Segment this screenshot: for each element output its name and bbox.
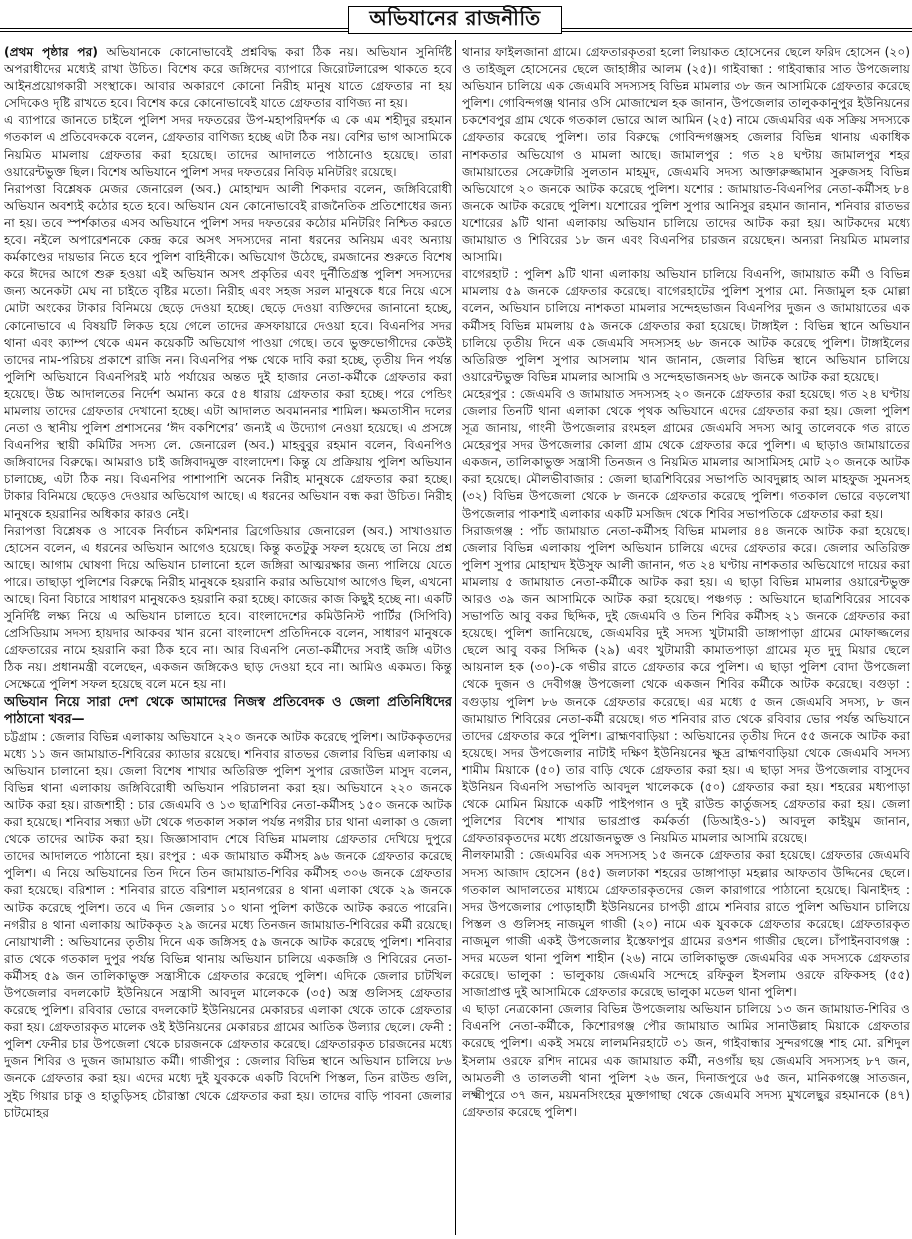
- right-column: [462, 44, 910, 1234]
- article-paragraph: নিরাপত্তা বিশ্লেষক মেজর জেনারেল (অব.) মোহাম্মদ আলী শিকদার বলেন, জঙ্গিবিরোধী অভিযান অবশ্যই কঠোর হতে হবে। অভিযান যেন কোনোভাবেই রাজনৈতিক প্রতিশোধের জন্য না হয়। তবে স্পর্শকাতর এসব অভিযানে পুলিশ সদর দফতরের কঠোর মনিটরিং নিশ্চিত করতে হবে। নইলে অপারেশনকে কেন্দ্র করে অসৎ সদস্যদের নানা ধরনের অনিয়ম এবং অন্যায় কর্মকাণ্ডের দায়ভার নিতে হবে পুলিশ বাহিনীকে। অভিযোগ উঠেছে, রমজানের শুরুতে বিশেষ করে ঈদের আগে শুরু হওয়া এই অভিযান অসৎ প্রকৃতির এবং দুর্নীতিগ্রস্ত পুলিশ সদস্যদের জন্য অনেকটা মেঘ না চাইতে বৃষ্টির মতো। নিরীহ এবং সহজ সরল মানুষকে ধরে নিয়ে এসে মোটা অংকের টাকার বিনিময়ে ছেড়ে দেওয়া হচ্ছে। ছেড়ে দেওয়া ব্যক্তিদের জানানো হচ্ছে, কোনোভাবে এ বিষয়টি লিকড হয়ে গেলে তাদের ক্রসফায়ারে দেওয়া হবে। বিএনপির সদর থানা এবং ক্যাম্প থেকে এমন কয়েকটি অভিযোগ পাওয়া গেছে। তবে ভুক্তভোগীদের কেউই তাদের নাম-পরিচয় প্রকাশে রাজি নন। বিএনপির পক্ষ থেকে দাবি করা হচ্ছে, তৃতীয় দিন পর্যন্ত পুলিশি অভিযানে বিএনপিরই মাঠ পর্যায়ের অন্তত দুই হাজার নেতা-কর্মীকে গ্রেফতার করা হয়েছে। উচ্চ আদালতের নির্দেশ অমান্য করে ৫৪ ধারায় গ্রেফতার করা হচ্ছে। পরে পেন্ডিং মামলায় তাদের গ্রেফতার দেখানো হচ্ছে। এটা আদালত অবমাননার শামিল। ক্ষমতাসীন দলের নেতা ও স্থানীয় পুলিশ প্রশাসনের ‘ঈদ বকশিশের’ জন্যই এ উদ্যোগ নেওয়া হয়েছে। এ প্রসঙ্গে বিএনপির স্থায়ী কমিটির সদস্য লে. জেনারেল (অব.) মাহবুবুর রহমান বলেন, বিএনপিও জঙ্গিবাদের বিরুদ্ধে। আমরাও চাই জঙ্গিবাদমুক্ত বাংলাদেশ। কিন্তু যে প্রক্রিয়ায় পুলিশ অভিযান চালাচ্ছে, এটা ঠিক নয়। বিএনপির পাশাপাশি অনেক নিরীহ মানুষকে গ্রেফতার করা হচ্ছে। টাকার বিনিময়ে ছেড়েও দেওয়ার অভিযোগ আছে। এ ধরনের অভিযান বন্ধ করা উচিত। নিরীহ মানুষকে হয়রানির অধিকার কারও নেই।: [4, 181, 452, 521]
- district-reports-subhead: অভিযান নিয়ে সারা দেশ থেকে আমাদের নিজস্ব প্রতিবেদক ও জেলা প্রতিনিধিদের পাঠানো খবর—: [4, 694, 452, 728]
- article-paragraph: এ ছাড়া নেত্রকোনা জেলার বিভিন্ন উপজেলায় অভিযান চালিয়ে ১৩ জন জামায়াত-শিবির ও বিএনপি নেতা-কর্মীকে, কিশোরগঞ্জ পৌর জামায়াত আমির সানাউল্লাহ মিয়াকে গ্রেফতার করেছে পুলিশ। একই সময়ে লালমনিরহাটে ৩১ জন, গাইবান্ধার সুন্দরগঞ্জে শাহ মো. রশিদুল ইসলাম ওরফে রশিদ নামের এক জামায়াত কর্মী, নওগাঁয় ছয় জেএমবি সদস্যসহ ৮৭ জন, আমতলী ও তালতলী থানা পুলিশ ২৬ জন, দিনাজপুরে ৬৫ জন, মানিকগঞ্জে সাতজন, লক্ষ্মীপুরে ৩৭ জন, ময়মনসিংহের মুক্তাগাছা থেকে জেএমবি সদস্য মুখলেছুর রহমানকে (৪৭) গ্রেফতার করেছে পুলিশ।: [462, 1002, 910, 1119]
- section-title: অভিযানের রাজনীতি: [369, 5, 541, 30]
- section-title-box: [348, 6, 562, 34]
- article-paragraph: চট্টগ্রাম : জেলার বিভিন্ন এলাকায় অভিযানে ২২০ জনকে আটক করেছে পুলিশ। আটককৃতদের মধ্যে ১১ জন জামায়াত-শিবিরের ক্যাডার রয়েছে। শনিবার রাতভর জেলার বিভিন্ন এলাকায় এ অভিযান চালানো হয়। জেলা বিশেষ শাখার অতিরিক্ত পুলিশ সুপার রেজাউল মাসুদ বলেন, বিভিন্ন থানা এলাকায় জঙ্গিবিরোধী অভিযান পরিচালনা করা হয়। অভিযানে ২২০ জনকে আটক করা হয়। রাজশাহী : চার জেএমবি ও ১৩ ছাত্রশিবির নেতা-কর্মীসহ ১৫০ জনকে আটক করা হয়েছে। শনিবার সন্ধ্যা ৬টা থেকে গতকাল সকাল পর্যন্ত নগরীর চার থানা এলাকা ও জেলা থেকে তাদের আটক করা হয়। জিজ্ঞাসাবাদ শেষে বিভিন্ন মামলায় গ্রেফতার দেখিয়ে দুপুরে তাদের আদালতে পাঠানো হয়। রংপুর : এক জামায়াত কর্মীসহ ৯৬ জনকে গ্রেফতার করেছে পুলিশ। এ নিয়ে অভিযানের তিন দিনে তিন জামায়াত-শিবির কর্মীসহ ৩০৬ জনকে গ্রেফতার করা হয়েছে। বরিশাল : শনিবার রাতে বরিশাল মহানগরের ৪ থানা এলাকা থেকে ২৯ জনকে আটক করেছে পুলিশ। তবে এ দিন জেলার ১০ থানা পুলিশ কাউকে আটক করতে পারেনি। নগরীর ৪ থানা এলাকায় আটককৃত ২৯ জনের মধ্যে তিনজন জামায়াত-শিবিরের কর্মী রয়েছে। নোয়াখালী : অভিযানের তৃতীয় দিনে এক জঙ্গিসহ ৫৯ জনকে আটক করেছে পুলিশ। শনিবার রাত থেকে গতকাল দুপুর পর্যন্ত বিভিন্ন থানায় অভিযান চালিয়ে একজঙ্গি ও শিবিরের নেতা-কর্মীসহ ৫৯ জন তালিকাভুক্ত সন্ত্রাসীকে গ্রেফতার করেছে পুলিশ। এদিকে জেলার চাটখিল উপজেলার বদলকোট ইউনিয়নে সন্ত্রাসী আবদুল মালেককে (৩৫) অস্ত্র গুলিসহ গ্রেফতার করেছে পুলিশ। রবিবার ভোরে বদলকোট ইউনিয়নের মেকারচর এলাকা থেকে তাকে গ্রেফতার করা হয়। গ্রেফতারকৃত মালেক ওই ইউনিয়নের মেকারচর গ্রামের আতিক উল্যার ছেলে। ফেনী : পুলিশ ফেনীর চার উপজেলা থেকে চারজনকে গ্রেফতার করেছে। গ্রেফতারকৃত চারজনের মধ্যে দুজন শিবির ও দুজন জামায়াত কর্মী। গাজীপুর : জেলার বিভিন্ন স্থানে অভিযান চালিয়ে ৮৬ জনকে গ্রেফতার করা হয়। এদের মধ্যে দুই যুবককে একটি বিদেশি পিস্তল, তিন রাউন্ড গুলি, সুইচ গিয়ার চাকু ও হাতুড়িসহ চৌরাস্তা থেকে গ্রেফতার করা হয়। তাদের বাড়ি পাবনা জেলার চাটমোহর: [4, 729, 452, 1120]
- article-paragraph: নিরাপত্তা বিশ্লেষক ও সাবেক নির্বাচন কমিশনার ব্রিগেডিয়ার জেনারেল (অব.) সাখাওয়াত হোসেন বলেন, এ ধরনের অভিযান আগেও হয়েছে। কিন্তু কতটুকু সফল হয়েছে তা নিয়ে প্রশ্ন আছে। আগাম ঘোষণা দিয়ে অভিযান চালানো হলে জঙ্গিরা আত্মরক্ষার জন্য পালিয়ে যেতে পারে। তাছাড়া পুলিশের বিরুদ্ধে নিরীহ মানুষকে হয়রানি করার অভিযোগ আগেও ছিল, এখনো আছে। বিনা বিচারে সাধারণ মানুষকেও হয়রানি করা হচ্ছে। কাজের কাজ কিছুই হচ্ছে না। একটি সুনির্দিষ্ট লক্ষ্য নিয়ে এ অভিযান চালাতে হবে। বাংলাদেশের কমিউনিস্ট পার্টির (সিপিবি) প্রেসিডিয়াম সদস্য হায়দার আকবর খান রনো বাংলাদেশ প্রতিদিনকে বলেন, সাধারণ মানুষকে গ্রেফতারের নামে হয়রানি করা ঠিক হবে না। আর বিএনপি নেতা-কর্মীদের সবাই জঙ্গি এটাও ঠিক নয়। প্রধানমন্ত্রী বলেছেন, একজন জঙ্গিকেও ছাড় দেওয়া হবে না। আমিও একমত। কিন্তু সেক্ষেত্রে পুলিশ সফল হয়েছে বলে মনে হয় না।: [4, 523, 452, 692]
- continuation-label: (প্রথম পৃষ্ঠার পর): [4, 45, 98, 59]
- article-paragraph: নীলফামারী : জেএমবির এক সদস্যসহ ১৫ জনকে গ্রেফতার করা হয়েছে। গ্রেফতার জেএমবি সদস্য আজাদ হোসেন (৪৫) জলঢাকা শহরের ডাঙ্গাপাড়া মহল্লার আফতাব উদ্দিনের ছেলে। গতকাল আদালতের মাধ্যমে গ্রেফতারকৃতদের জেল কারাগারে পাঠানো হয়েছে। ঝিনাইদহ : সদর উপজেলার পোড়াহাটী ইউনিয়নের চাপড়ী গ্রামে শনিবার রাতে পুলিশ অভিযান চালিয়ে পিস্তল ও গুলিসহ নাজমুল গাজী (২০) নামে এক যুবককে গ্রেফতার করেছে। গ্রেফতারকৃত নাজমুল গাজী একই উপজেলার ইস্তেফাপুর গ্রামের রওশন গাজীর ছেলে। চাঁপাইনবাবগঞ্জ : সদর মডেল থানা পুলিশ শাহীন (২৬) নামে তালিকাভুক্ত জেএমবির এক সদস্যকে গ্রেফতার করেছে। ভালুকা : ভালুকায় জেএমবি সন্দেহে রফিকুল ইসলাম ওরফে রফিকসহ (৫৫) সাজাপ্রাপ্ত দুই আসামিকে গ্রেফতার করেছে ভালুকা মডেল থানা পুলিশ।: [462, 848, 910, 1000]
- left-column: [4, 44, 452, 1234]
- column-divider: [455, 40, 456, 1235]
- article-paragraph: বাগেরহাট : পুলিশ ৯টি থানা এলাকায় অভিযান চালিয়ে বিএনপি, জামায়াত কর্মী ও বিভিন্ন মামলায় ৫৯ জনকে গ্রেফতার করেছে। বাগেরহাটের পুলিশ সুপার মো. নিজামুল হক মোল্লা বলেন, অভিযান চালিয়ে নাশকতা মামলার সন্দেহভাজন বিএনপির দুজন ও জামায়াতের এক কর্মীসহ বিভিন্ন মামলায় ৫৯ জনকে গ্রেফতার করা হয়েছে। টাঙ্গাইল : বিভিন্ন স্থানে অভিযান চালিয়ে তৃতীয় দিনে এক জেএমবি সদস্যসহ ৬৮ জনকে আটক করেছে পুলিশ। টাঙ্গাইলের অতিরিক্ত পুলিশ সুপার আসলাম খান জানান, জেলার বিভিন্ন স্থানে অভিযান চালিয়ে ওয়ারেন্টভুক্ত বিভিন্ন মামলার আসামি ও সন্দেহভাজনসহ ৬৮ জনকে আটক করা হয়েছে।: [462, 267, 910, 384]
- article-paragraph: সিরাজগঞ্জ : পাঁচ জামায়াত নেতা-কর্মীসহ বিভিন্ন মামলার ৪৪ জনকে আটক করা হয়েছে। জেলার বিভিন্ন এলাকায় পুলিশ অভিযান চালিয়ে এদের গ্রেফতার করে। জেলার অতিরিক্ত পুলিশ সুপার মোহাম্মদ ইউসুফ আলী জানান, গত ২৪ ঘণ্টায় নাশকতার অভিযোগে দায়ের করা মামলায় ৫ জামায়াত নেতা-কর্মীকে আটক করা হয়। এ ছাড়া বিভিন্ন মামলার ওয়ারেন্টভুক্ত আরও ৩৯ জন আসামিকে আটক করা হয়েছে। পঞ্চগড় : অভিযানে ছাত্রশিবিরের সাবেক সভাপতি আবু বকর ছিদ্দিক, দুই জেএমবি ও তিন শিবির কর্মীসহ ২১ জনকে গ্রেফতার করা হয়েছে। পুলিশ জানিয়েছে, জেএমবির দুই সদস্য খুটামারী ডাঙ্গাপাড়া গ্রামের মোফাজ্জলের ছেলে আবু বকর সিদ্দিক (২৯) এবং খুটামারী কামাতপাড়া গ্রামের মৃত দুদু মিয়ার ছেলে আয়নাল হক (৩০)-কে গভীর রাতে গ্রেফতার করে পুলিশ। এ ছাড়া পুলিশ বোদা উপজেলা থেকে দুজন ও দেবীগঞ্জ উপজেলা থেকে একজন শিবির কর্মীকে আটক করেছে। বগুড়া : বগুড়ায় পুলিশ ৮৬ জনকে গ্রেফতার করেছে। এর মধ্যে ৫ জন জেএমবি সদস্য, ৮ জন জামায়াত শিবিরের নেতা-কর্মী রয়েছে। গত শনিবার রাত থেকে রবিবার ভোর পর্যন্ত অভিযানে তাদের গ্রেফতার করে পুলিশ। ব্রাহ্মণবাড়িয়া : অভিযানের তৃতীয় দিনে ৫৫ জনকে আটক করা হয়েছে। সদর উপজেলার নাটাই দক্ষিণ ইউনিয়নের ক্ষুদ্র ব্রাহ্মণবাড়িয়া থেকে জেএমবি সদস্য শামীম মিয়াকে (৫০) তার বাড়ি থেকে গ্রেফতার করা হয়। এ ছাড়া সদর উপজেলার বাসুদেব ইউনিয়ন বিএনপি সভাপতি আবদুল খালেককে (৫০) গ্রেফতার করা হয়। শহরের মধ্যপাড়া থেকে মোমিন মিয়াকে একটি পাইপগান ও দুই রাউন্ড কার্তুজসহ গ্রেফতার করা হয়। জেলা পুলিশের বিশেষ শাখার ভারপ্রাপ্ত কর্মকর্তা (ডিআইও-১) আবদুল কাইয়ুম জানান, গ্রেফতারকৃতদের মধ্যে প্রয়োজনভুক্ত ও নিয়মিত মামলার আসামি রয়েছে।: [462, 523, 910, 846]
- article-paragraph: [4, 44, 452, 112]
- article-paragraph: মেহেরপুর : জেএমবি ও জামায়াত সদস্যসহ ২০ জনকে গ্রেফতার করা হয়েছে। গত ২৪ ঘণ্টায় জেলার তিনটি থানা এলাকা থেকে পৃথক অভিযানে এদের গ্রেফতার করা হয়। জেলা পুলিশ সূত্র জানায়, গাংনী উপজেলার রংমহল গ্রামের জেএমবি সদস্য আবু তালেবকে গত রাতে মেহেরপুর সদর উপজেলার কোলা গ্রাম থেকে গ্রেফতার করে পুলিশ। এ ছাড়াও জামায়াতের একজন, তালিকাভুক্ত সন্ত্রাসী তিনজন ও নিয়মিত মামলার আসামিসহ মোট ২০ জনকে আটক করা হয়েছে। মৌলভীবাজার : জেলা ছাত্রশিবিরের সভাপতি আবদুল্লাহ আল মাহফুজ সুমনসহ (৩২) বিভিন্ন উপজেলা থেকে ৮ জনকে গ্রেফতার করেছে পুলিশ। গতকাল ভোরে বড়লেখা উপজেলার পাকশাই এলাকার একটি মসজিদ থেকে শিবির সভাপতিকে গ্রেফতার করা হয়।: [462, 386, 910, 521]
- paragraph-text: অভিযানকে কোনোভাবেই প্রশ্নবিদ্ধ করা ঠিক নয়। অভিযান সুনির্দিষ্ট অপরাধীদের মধ্যেই রাখা উচিত। বিশেষ করে জঙ্গিদের ব্যাপারে জিরোটলারেন্স থাকতে হবে আইনপ্রয়োগকারী সংস্থাকে। আবার অকারণে কোনো নিরীহ মানুষ যাতে গ্রেফতার না হয় সেদিকেও দৃষ্টি রাখতে হবে। বিশেষ করে কোনোভাবেই যাতে গ্রেফতার বাণিজ্য না হয়।: [4, 45, 452, 111]
- article-paragraph: থানার ফাইলজানা গ্রামে। গ্রেফতারকৃতরা হলো লিয়াকত হোসেনের ছেলে ফরিদ হোসেন (২০) ও তাইজুল হোসেনের ছেলে জাহাঙ্গীর আলম (২৫)। গাইবান্ধা : গাইবান্ধার সাত উপজেলায় অভিযান চালিয়ে এক জেএমবি সদস্যসহ বিভিন্ন মামলার ৩৮ জন আসামিকে গ্রেফতার করেছে পুলিশ। গোবিন্দগঞ্জ থানার ওসি মোজাম্মেল হক জানান, উপজেলার তালুককানুপুর ইউনিয়নের চকশেবপুর গ্রাম থেকে গতকাল ভোরে আল আমিন (২৫) নামে জেএমবির এক সক্রিয় সদস্যকে গ্রেফতার করেছে পুলিশ। তার বিরুদ্ধে গোবিন্দগঞ্জসহ জেলার বিভিন্ন থানায় একাধিক নাশকতার অভিযোগ ও মামলা আছে। জামালপুর : গত ২৪ ঘণ্টায় জামালপুর শহর জামায়াতের সেক্রেটারি সুলতান মাহমুদ, জেএমবি সদস্য আক্তারুজ্জামান সুরুজসহ বিভিন্ন অভিযোগে ২০ জনকে আটক করেছে পুলিশ। যশোর : জামায়াত-বিএনপির নেতা-কর্মীসহ ৮৪ জনকে আটক করেছে পুলিশ। যশোরের পুলিশ সুপার আনিসুর রহমান জানান, শনিবার রাতভর যশোরের ৯টি থানা এলাকায় অভিযান চালিয়ে তাদের আটক করা হয়। আটকদের মধ্যে জামায়াত ও শিবিরের ১৮ জন এবং বিএনপির চারজন রয়েছেন। অন্যরা নিয়মিত মামলার আসামি।: [462, 45, 910, 265]
- article-paragraph: এ ব্যাপারে জানতে চাইলে পুলিশ সদর দফতরের উপ-মহাপরিদর্শক এ কে এম শহীদুর রহমান গতকাল এ প্রতিবেদককে বলেন, গ্রেফতার বাণিজ্য হচ্ছে এটা ঠিক নয়। বেশির ভাগ আসামিকে নিয়মিত মামলায় গ্রেফতার করা হয়েছে। তাদের আদালতে পাঠানোও হয়েছে। তারা ওয়ারেন্টভুক্ত ছিল। বিশেষ অভিযানে পুলিশ সদর দফতরের নিবিড় মনিটরিং রয়েছে।: [4, 113, 452, 179]
